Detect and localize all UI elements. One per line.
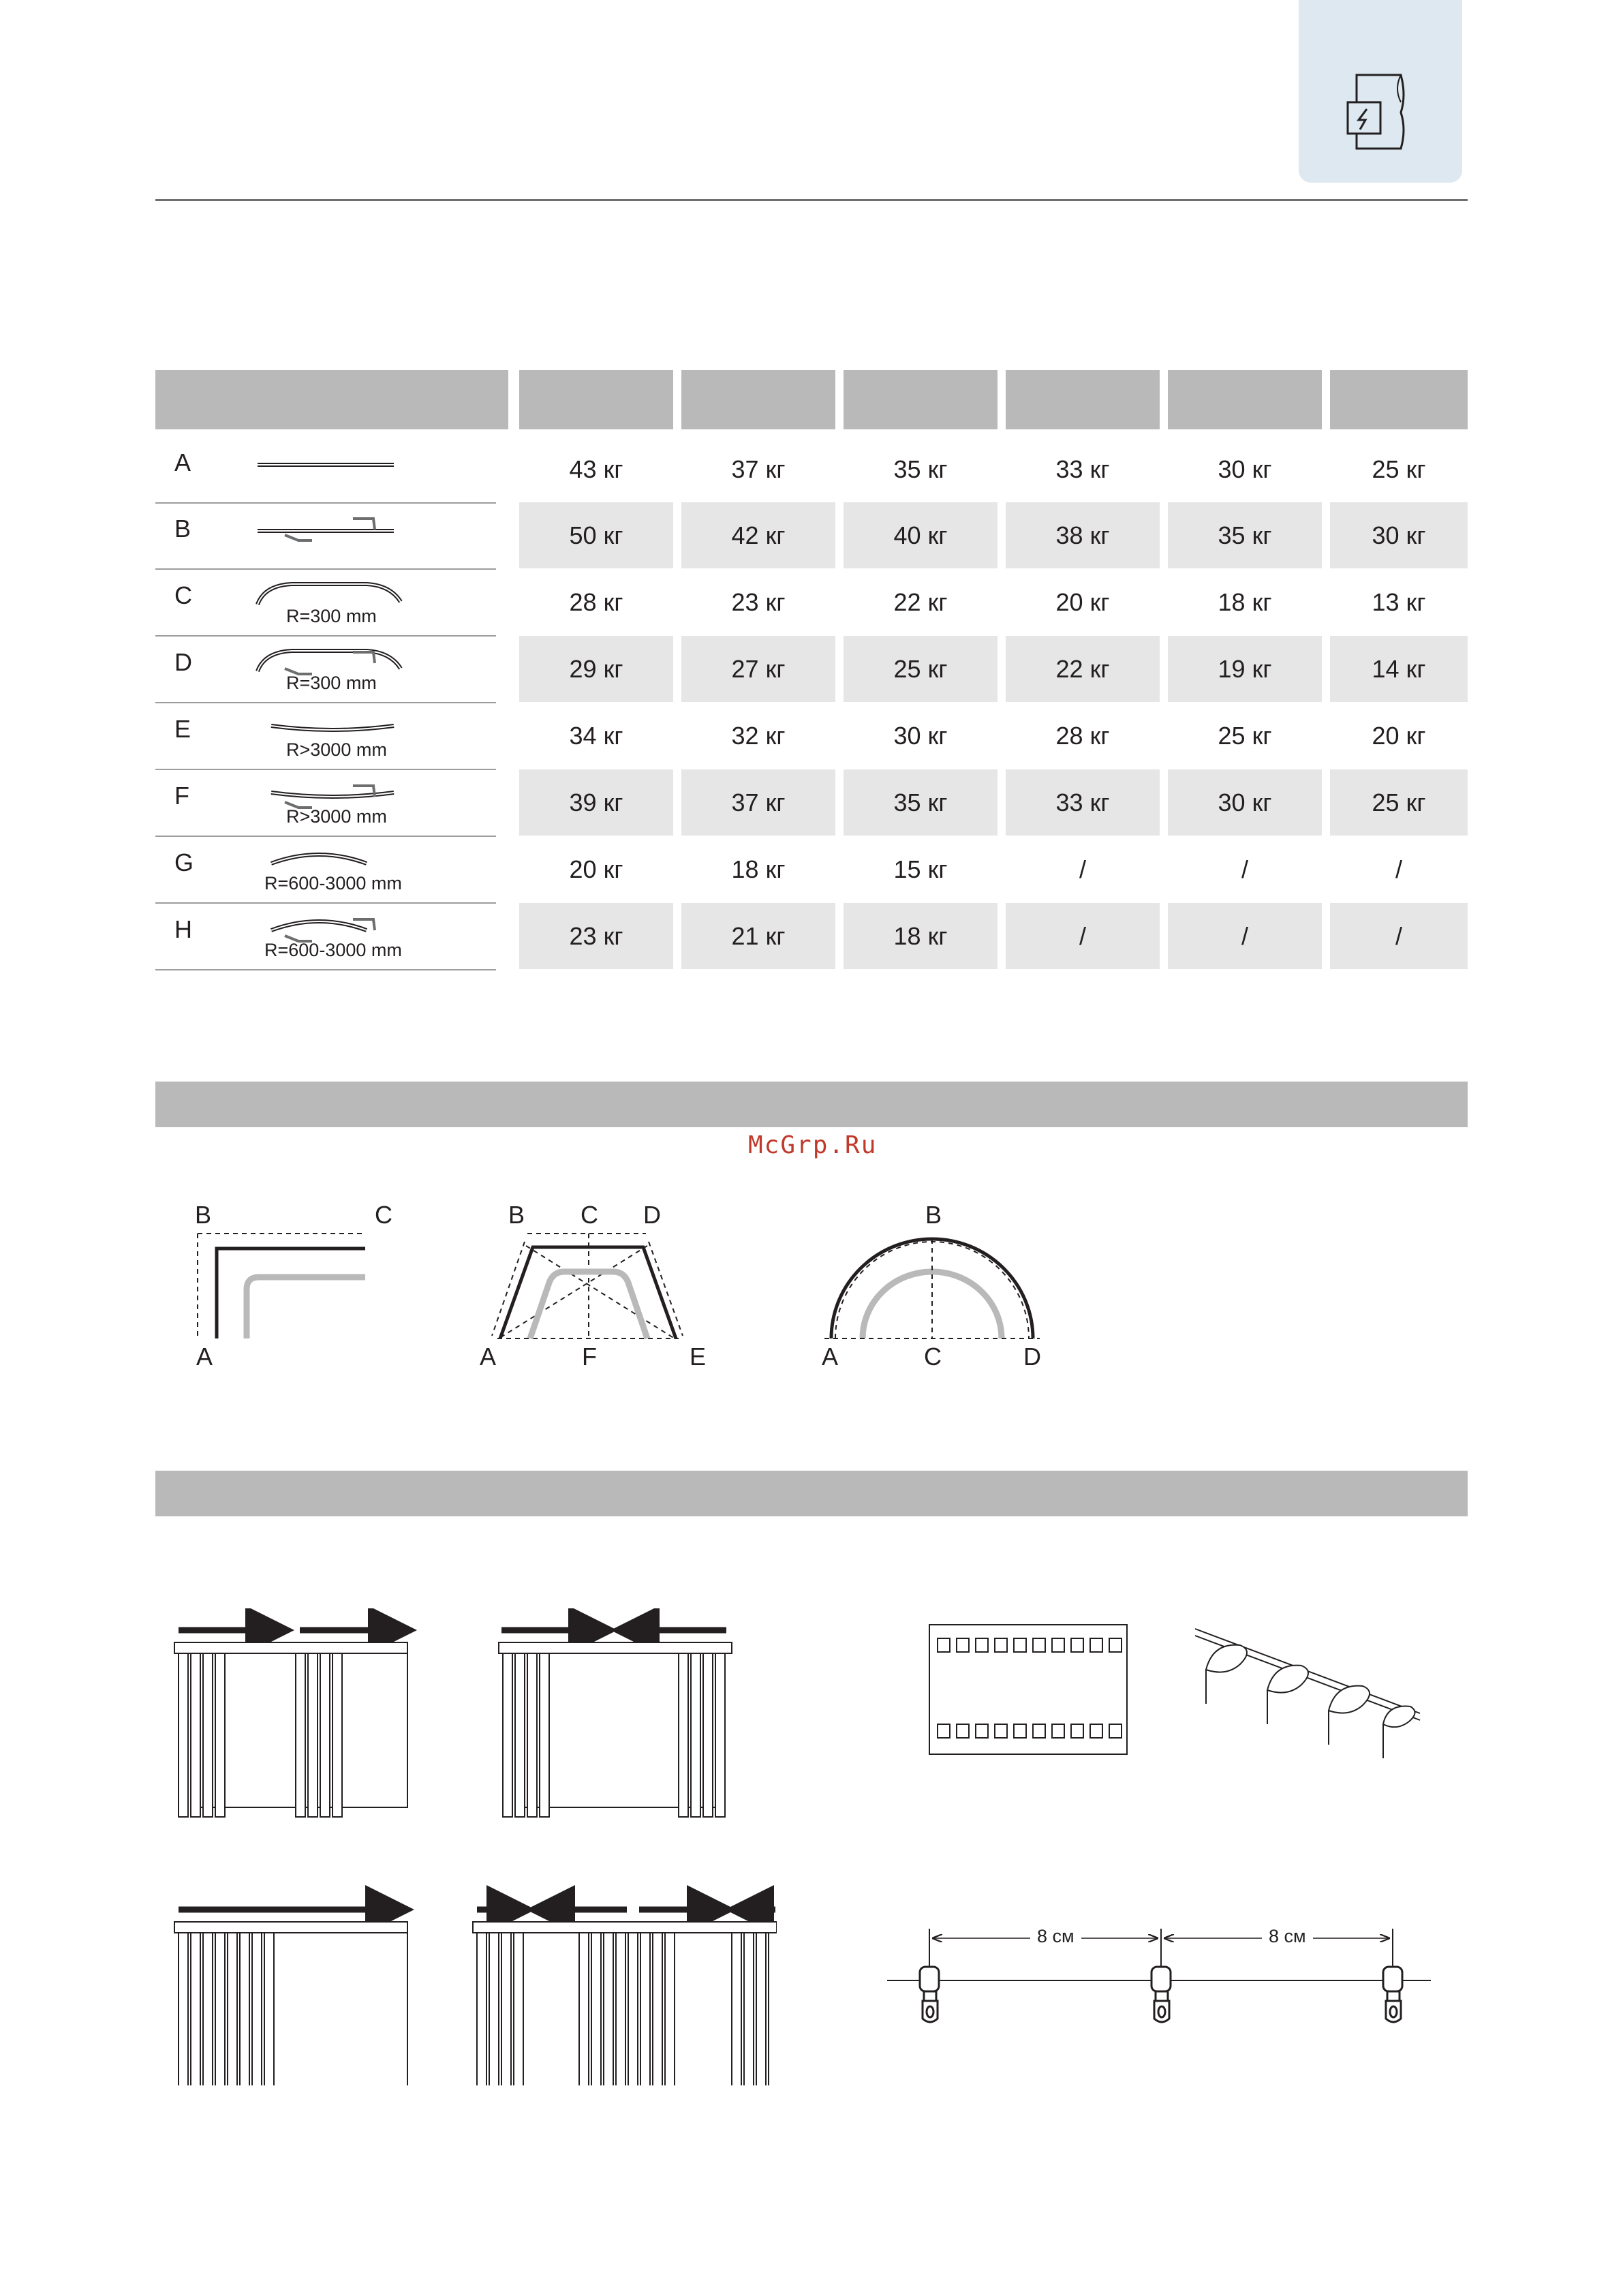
load-value-cell: 21 кг xyxy=(681,903,835,969)
load-value-cell: 30 кг xyxy=(1218,455,1272,483)
rail-profile-cell xyxy=(155,769,496,837)
label-b: B xyxy=(925,1201,942,1229)
glider-hook xyxy=(920,1967,939,2022)
row-letter: B xyxy=(174,515,191,542)
table-row xyxy=(155,502,1468,568)
row-letter: D xyxy=(174,648,192,676)
load-value-cell: 28 кг xyxy=(569,587,623,616)
load-value-cell: 18 кг xyxy=(844,903,998,969)
watermark: McGrp.Ru xyxy=(748,1131,878,1159)
load-value-cell: 42 кг xyxy=(681,502,835,568)
header-rule xyxy=(155,199,1468,201)
spacing-label: 8 см xyxy=(1262,1926,1313,1947)
corner-measure-diagram xyxy=(170,1201,409,1377)
table-row xyxy=(155,769,1468,836)
load-value-cell: 30 кг xyxy=(1168,769,1322,836)
load-value-cell: 35 кг xyxy=(893,455,948,483)
radius-label: R>3000 mm xyxy=(286,806,387,827)
row-letter: C xyxy=(174,581,192,609)
load-value-cell: 33 кг xyxy=(1055,455,1110,483)
table-row xyxy=(155,903,1468,969)
curtain-diagram-4 xyxy=(473,1910,777,2085)
load-value-cell: 40 кг xyxy=(844,502,998,568)
section-bar-operation xyxy=(155,1471,1468,1516)
table-header-cell xyxy=(1006,370,1160,429)
load-value-cell: 20 кг xyxy=(569,855,623,883)
radius-label: R=300 mm xyxy=(286,606,377,626)
load-value-cell: 22 кг xyxy=(1006,636,1160,702)
rail-profile-cell xyxy=(155,703,496,770)
hook-spacing-diagram xyxy=(879,1908,1444,2085)
label-f: F xyxy=(582,1343,597,1371)
wave-fold-diagram xyxy=(1192,1615,1424,1765)
label-a: A xyxy=(196,1343,213,1371)
curtain-diagram-2 xyxy=(499,1630,732,1817)
load-value-cell: / xyxy=(1330,903,1468,969)
table-header-cell xyxy=(844,370,998,429)
rail-profile-cell xyxy=(155,903,496,970)
curtain-tape-diagram xyxy=(927,1622,1138,1772)
curtain-diagram-1 xyxy=(174,1630,407,1817)
label-d: D xyxy=(1023,1343,1041,1371)
load-value-cell: 27 кг xyxy=(681,636,835,702)
load-value-cell: 38 кг xyxy=(1006,502,1160,568)
load-value-cell: 25 кг xyxy=(1330,769,1468,836)
load-value-cell: 18 кг xyxy=(731,855,786,883)
bay-measure-diagram xyxy=(470,1201,722,1377)
radius-label: R=600-3000 mm xyxy=(264,940,402,960)
load-value-cell: 25 кг xyxy=(844,636,998,702)
label-d: D xyxy=(643,1201,661,1229)
rail-profile-icon xyxy=(196,502,428,568)
load-value-cell: 32 кг xyxy=(731,721,786,750)
spacing-label: 8 см xyxy=(1030,1926,1081,1947)
load-value-cell: 37 кг xyxy=(681,769,835,836)
table-row xyxy=(155,703,1468,769)
rail-profile-icon xyxy=(196,436,428,502)
radius-label: R=300 mm xyxy=(286,673,377,693)
label-a: A xyxy=(822,1343,839,1371)
load-value-cell: 20 кг xyxy=(1055,587,1110,616)
row-letter: H xyxy=(174,915,192,943)
load-value-cell: 33 кг xyxy=(1006,769,1160,836)
load-value-cell: / xyxy=(1168,903,1322,969)
load-value-cell: 43 кг xyxy=(569,455,623,483)
rail-profile-cell xyxy=(155,836,496,904)
curtain-opening-diagrams xyxy=(164,1608,777,2085)
load-value-cell: 23 кг xyxy=(731,587,786,616)
load-value-cell: 14 кг xyxy=(1330,636,1468,702)
load-value-cell: 30 кг xyxy=(893,721,948,750)
label-a: A xyxy=(480,1343,497,1371)
table-row xyxy=(155,636,1468,702)
label-c: C xyxy=(581,1201,598,1229)
section-bar-measure xyxy=(155,1082,1468,1127)
load-value-cell: 25 кг xyxy=(1218,721,1272,750)
load-value-cell: 25 кг xyxy=(1372,455,1426,483)
arc-measure-diagram xyxy=(804,1201,1056,1377)
label-b: B xyxy=(195,1201,212,1229)
label-e: E xyxy=(690,1343,707,1371)
curtain-diagram-3 xyxy=(174,1910,407,2085)
load-value-cell: 39 кг xyxy=(519,769,673,836)
load-value-cell: 35 кг xyxy=(844,769,998,836)
row-letter: A xyxy=(174,448,191,476)
load-value-cell: / xyxy=(1006,903,1160,969)
wall-power-outlet-icon xyxy=(1299,0,1462,183)
load-value-cell: / xyxy=(1079,855,1086,883)
load-value-cell: 20 кг xyxy=(1372,721,1426,750)
rail-profile-cell xyxy=(155,636,496,703)
load-value-cell: 13 кг xyxy=(1372,587,1426,616)
radius-label: R>3000 mm xyxy=(286,739,387,760)
table-row xyxy=(155,836,1468,902)
label-b: B xyxy=(508,1201,525,1229)
radius-label: R=600-3000 mm xyxy=(264,873,402,893)
load-value-cell: 15 кг xyxy=(893,855,948,883)
load-value-cell: 22 кг xyxy=(893,587,948,616)
load-value-cell: 30 кг xyxy=(1330,502,1468,568)
row-letter: G xyxy=(174,848,194,876)
glider-hook xyxy=(1383,1967,1402,2022)
load-value-cell: 28 кг xyxy=(1055,721,1110,750)
glider-hook xyxy=(1151,1967,1171,2022)
load-value-cell: 23 кг xyxy=(519,903,673,969)
load-value-cell: / xyxy=(1395,855,1402,883)
rail-profile-cell xyxy=(155,436,496,504)
load-value-cell: 19 кг xyxy=(1168,636,1322,702)
table-header-cell xyxy=(1330,370,1468,429)
table-header-cell xyxy=(519,370,673,429)
label-c: C xyxy=(924,1343,942,1371)
row-letter: E xyxy=(174,715,191,743)
table-row xyxy=(155,569,1468,635)
load-value-cell: 34 кг xyxy=(569,721,623,750)
section-tab-badge xyxy=(1299,0,1462,183)
load-value-cell: 50 кг xyxy=(519,502,673,568)
table-header-cell xyxy=(1168,370,1322,429)
row-letter: F xyxy=(174,782,189,810)
load-value-cell: 37 кг xyxy=(731,455,786,483)
rail-profile-cell xyxy=(155,569,496,637)
table-header-cell xyxy=(681,370,835,429)
load-value-cell: / xyxy=(1241,855,1248,883)
load-value-cell: 35 кг xyxy=(1168,502,1322,568)
load-value-cell: 29 кг xyxy=(519,636,673,702)
label-c: C xyxy=(375,1201,392,1229)
load-value-cell: 18 кг xyxy=(1218,587,1272,616)
table-header-cell xyxy=(155,370,508,429)
rail-profile-cell xyxy=(155,502,496,570)
table-row xyxy=(155,436,1468,502)
